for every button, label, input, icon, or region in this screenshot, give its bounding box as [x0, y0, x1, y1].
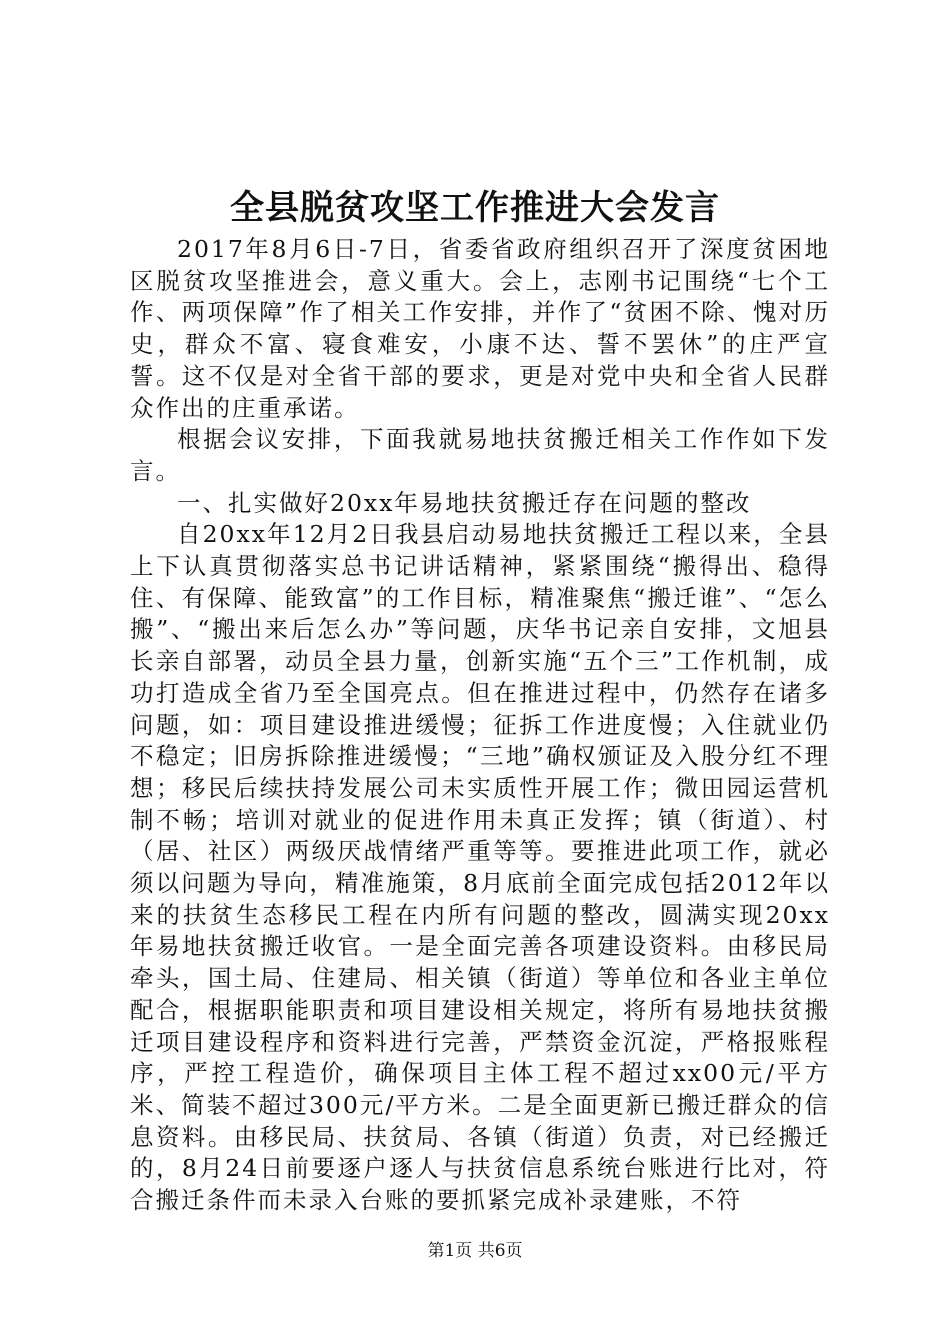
paragraph-section-1: 自20xx年12月2日我县启动易地扶贫搬迁工程以来，全县上下认真贯彻落实总书记讲话精神，紧紧围绕“搬得出、稳得住、有保障、能致富”的工作目标，精准聚焦“搬迁谁”、“怎么搬”、“搬出来后怎么办”等问题，庆华书记亲自安排，文旭县长亲自部署，动员全县力量，创新实施“五个三”工作机制，成功打造成全省乃至全国亮点。但在推进过程中，仍然存在诸多问题，如：项目建设推进缓慢；征拆工作进度慢；入住就业仍不稳定；旧房拆除推进缓慢；“三地”确权颁证及入股分红不理想；移民后续扶持发展公司未实质性开展工作；微田园运营机制不畅；培训对就业的促进作用未真正发挥；镇（街道）、村（居、社区）两级厌战情绪严重等等。要推进此项工作，就必须以问题为导向，精准施策，8月底前全面完成包括2012年以来的扶贫生态移民工程在内所有问题的整改，圆满实现20xx年易地扶贫搬迁收官。一是全面完善各项建设资料。由移民局牵头，国土局、住建局、相关镇（街道）等单位和各业主单位配合，根据职能职责和项目建设相关规定，将所有易地扶贫搬迁项目建设程序和资料进行完善，严禁资金沉淀，严格报账程序，严控工程造价，确保项目主体工程不超过xx00元/平方米、简装不超过300元/平方米。二是全面更新已搬迁群众的信息资料。由移民局、扶贫局、各镇（街道）负责，对已经搬迁的，8月24日前要逐户逐人与扶贫信息系统台账进行比对，符合搬迁条件而未录入台账的要抓紧完成补录建账，不符: [130, 520, 830, 1215]
document-title: 全县脱贫攻坚工作推进大会发言: [230, 188, 720, 228]
document-body: [130, 234, 830, 1217]
paragraph-arrangement: 根据会议安排，下面我就易地扶贫搬迁相关工作作如下发言。: [130, 425, 830, 485]
section-heading-1: 一、扎实做好20xx年易地扶贫搬迁存在问题的整改: [177, 488, 752, 517]
page-footer: 第1页 共6页: [427, 1241, 523, 1261]
paragraph-intro: 2017年8月6日-7日，省委省政府组织召开了深度贫困地区脱贫攻坚推进会，意义重大。会上，志刚书记围绕“七个工作、两项保障”作了相关工作安排，并作了“贫困不除、愧对历史，群众不富、寝食难安，小康不达、誓不罢休”的庄严宣誓。这不仅是对全省干部的要求，更是对党中央和全省人民群众作出的庄重承诺。: [130, 235, 830, 422]
